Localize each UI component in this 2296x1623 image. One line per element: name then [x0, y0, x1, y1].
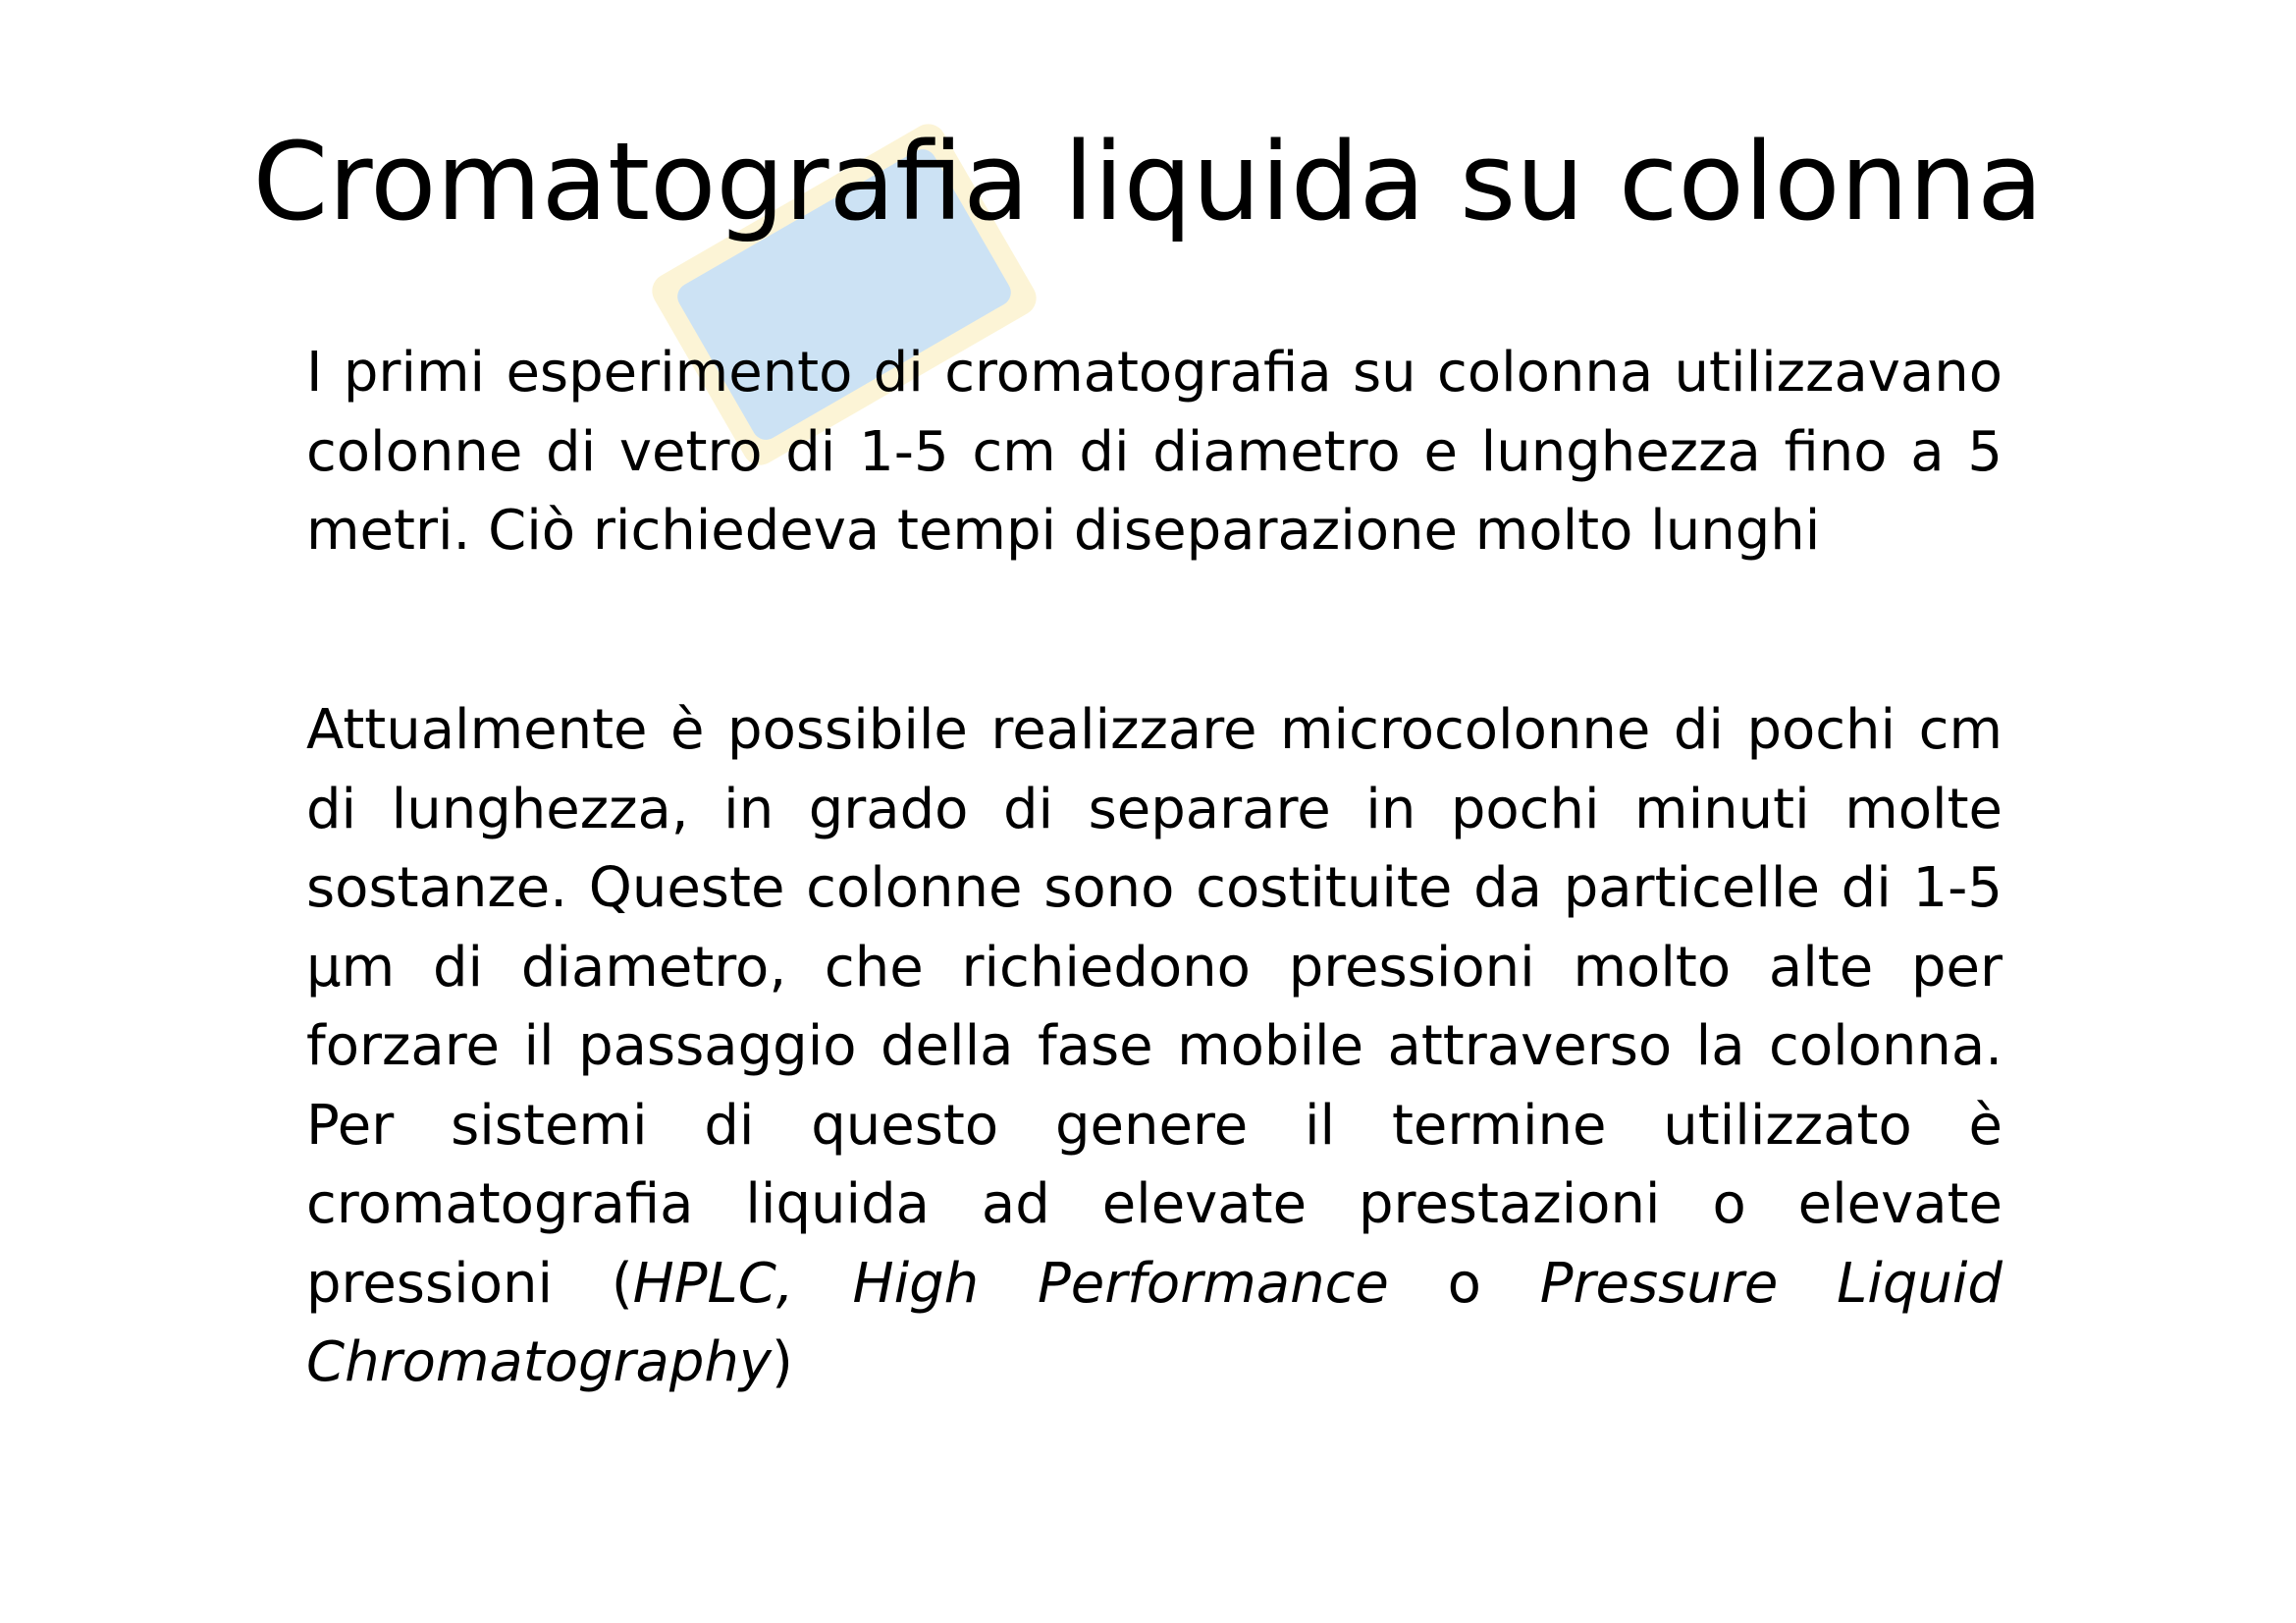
paragraph-2-close: )	[772, 1330, 793, 1394]
paragraph-2-text: Attualmente è possibile realizzare microcolonne di pochi cm di lunghezza, in grado di separare in pochi minuti molte sostanze. Queste colonne sono costituite da particelle di 1-5 μm di diametro, che richiedono pressioni molto alte per forzare il passaggio della fase mobile attraverso la colonna. Per sistemi di questo genere il termine utilizzato è cromatografia liquida ad elevate prestazioni o elevate pressioni (	[306, 698, 2002, 1316]
paragraph-2-expansion: Pressure Liquid Chromatography	[306, 1251, 2002, 1394]
paragraph-2-connector: o	[1388, 1251, 1540, 1316]
paragraph-1: I primi esperimento di cromatografia su colonna utilizzavano colonne di vetro di 1-5 cm di diametro e lunghezza fino a 5 metri. Ciò richiedeva tempi diseparazione molto lunghi	[306, 341, 2002, 563]
paragraph-2	[306, 691, 2002, 1403]
paragraph-2-abbr: HPLC, High Performance	[632, 1251, 1389, 1316]
slide-title: Cromatografia liquida su colonna	[252, 119, 2044, 244]
